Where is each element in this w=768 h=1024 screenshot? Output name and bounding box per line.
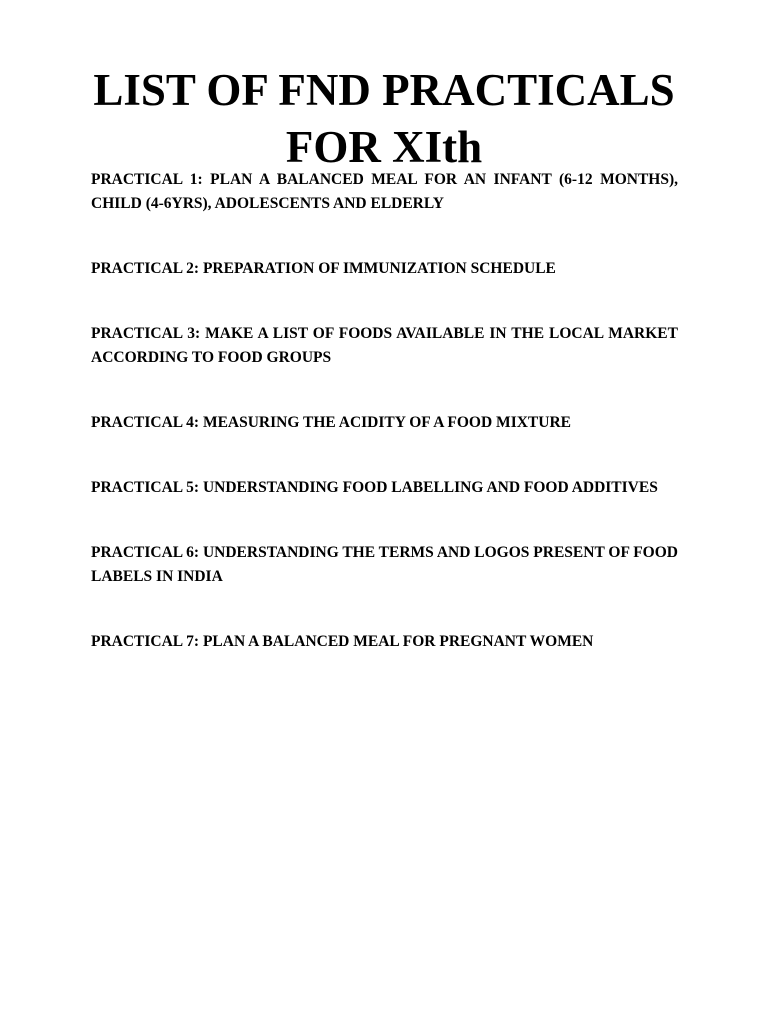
practicals-list-rest (91, 257, 678, 654)
page-title (60, 62, 708, 176)
practical-item-3: PRACTICAL 3: MAKE A LIST OF FOODS AVAILABLE IN THE LOCAL MARKET ACCORDING TO FOOD GROUPS (91, 325, 678, 366)
title-line-2: FOR XIth (285, 122, 483, 172)
practical-item-1: PRACTICAL 1: PLAN A BALANCED MEAL FOR AN INFANT (6-12 MONTHS), CHILD (4-6YRS), ADOLESCENTS AND ELDERLY (91, 171, 678, 212)
title-line-1: LIST OF FND PRACTICALS (93, 65, 675, 115)
practical-item-5: PRACTICAL 5: UNDERSTANDING FOOD LABELLING AND FOOD ADDITIVES (91, 479, 658, 496)
practical-item-2: PRACTICAL 2: PREPARATION OF IMMUNIZATION SCHEDULE (91, 260, 556, 277)
practical-item-7: PRACTICAL 7: PLAN A BALANCED MEAL FOR PREGNANT WOMEN (91, 633, 594, 650)
practical-item-6: PRACTICAL 6: UNDERSTANDING THE TERMS AND LOGOS PRESENT OF FOOD LABELS IN INDIA (91, 544, 678, 585)
practical-item-4: PRACTICAL 4: MEASURING THE ACIDITY OF A FOOD MIXTURE (91, 414, 571, 431)
